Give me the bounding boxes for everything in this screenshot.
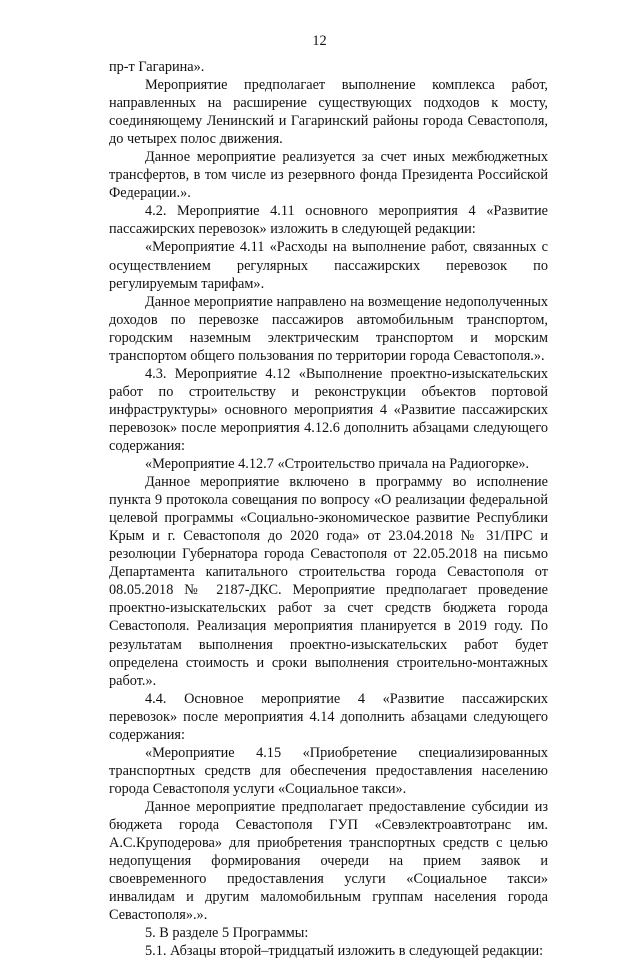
paragraph-6: Данное мероприятие направлено на возмещение недополученных доходов по перевозке пассажиров автомобильным транспортом, городским наземным электрическим транспортом и морским транспортом общего пользования по территории города Севастополя.». [109, 293, 548, 364]
paragraph-5: «Мероприятие 4.11 «Расходы на выполнение работ, связанных с осуществлением регулярных пассажирских перевозок по регулируемым тарифам». [109, 239, 548, 292]
document-body [109, 58, 548, 960]
page-number: 12 [312, 33, 327, 49]
paragraph-14: 5.1. Абзацы второй–тридцатый изложить в следующей редакции: [145, 943, 544, 960]
paragraph-4: 4.2. Мероприятие 4.11 основного мероприятия 4 «Развитие пассажирских перевозок» изложить в следующей редакции: [109, 203, 548, 238]
paragraph-7: 4.3. Мероприятие 4.12 «Выполнение проектно-изыскательских работ по строительству и реконструкции объектов портовой инфраструктуры» основного мероприятия 4 «Развитие пассажирских перевозок» после мероприятия 4.12.6 дополнить абзацами следующего содержания: [109, 365, 548, 454]
paragraph-1: пр-т Гагарина». [109, 59, 205, 75]
paragraph-13: 5. В разделе 5 Программы: [145, 925, 309, 942]
paragraph-10: 4.4. Основное мероприятие 4 «Развитие пассажирских перевозок» после мероприятия 4.14 дополнить абзацами следующего содержания: [109, 690, 548, 743]
paragraph-9: Данное мероприятие включено в программу во исполнение пункта 9 протокола совещания по вопросу «О реализации федеральной целевой программы «Социально-экономическое развитие Республики Крым и г. Севастополя до 2020 года» от 23.04.2018 № 31/ПРС и резолюции Губернатора города Севастополя от 22.05.2018 на письмо Департамента капитального строительства города Севастополя от 08.05.2018 № 2187-ДКС. Мероприятие предполагает проведение проектно-изыскательских работ за счет средств бюджета города Севастополя. Реализация мероприятия планируется в 2019 году. По результатам выполнения проектно-изыскательских работ будет определена стоимость и сроки выполнения строительно-монтажных работ.». [109, 474, 548, 689]
paragraph-11: «Мероприятие 4.15 «Приобретение специализированных транспортных средств для обеспечения предоставления населению города Севастополя услуги «Социальное такси». [109, 744, 548, 797]
paragraph-12: Данное мероприятие предполагает предоставление субсидии из бюджета города Севастополя ГУП «Севэлектроавтотранс им. А.С.Круподерова» для приобретения транспортных средств с целью недопущения формирования очереди на прием заявок и своевременного предоставления услуги «Социальное такси» инвалидам и другим маломобильным группам населения города Севастополя».». [109, 798, 548, 924]
paragraph-3: Данное мероприятие реализуется за счет иных межбюджетных трансфертов, в том числе из резервного фонда Президента Российской Федерации.». [109, 149, 548, 202]
paragraph-2: Мероприятие предполагает выполнение комплекса работ, направленных на расширение существующих подходов к мосту, соединяющему Ленинский и Гагаринский районы города Севастополя, до четырех полос движения. [109, 77, 548, 148]
paragraph-8: «Мероприятие 4.12.7 «Строительство причала на Радиогорке». [145, 456, 530, 473]
